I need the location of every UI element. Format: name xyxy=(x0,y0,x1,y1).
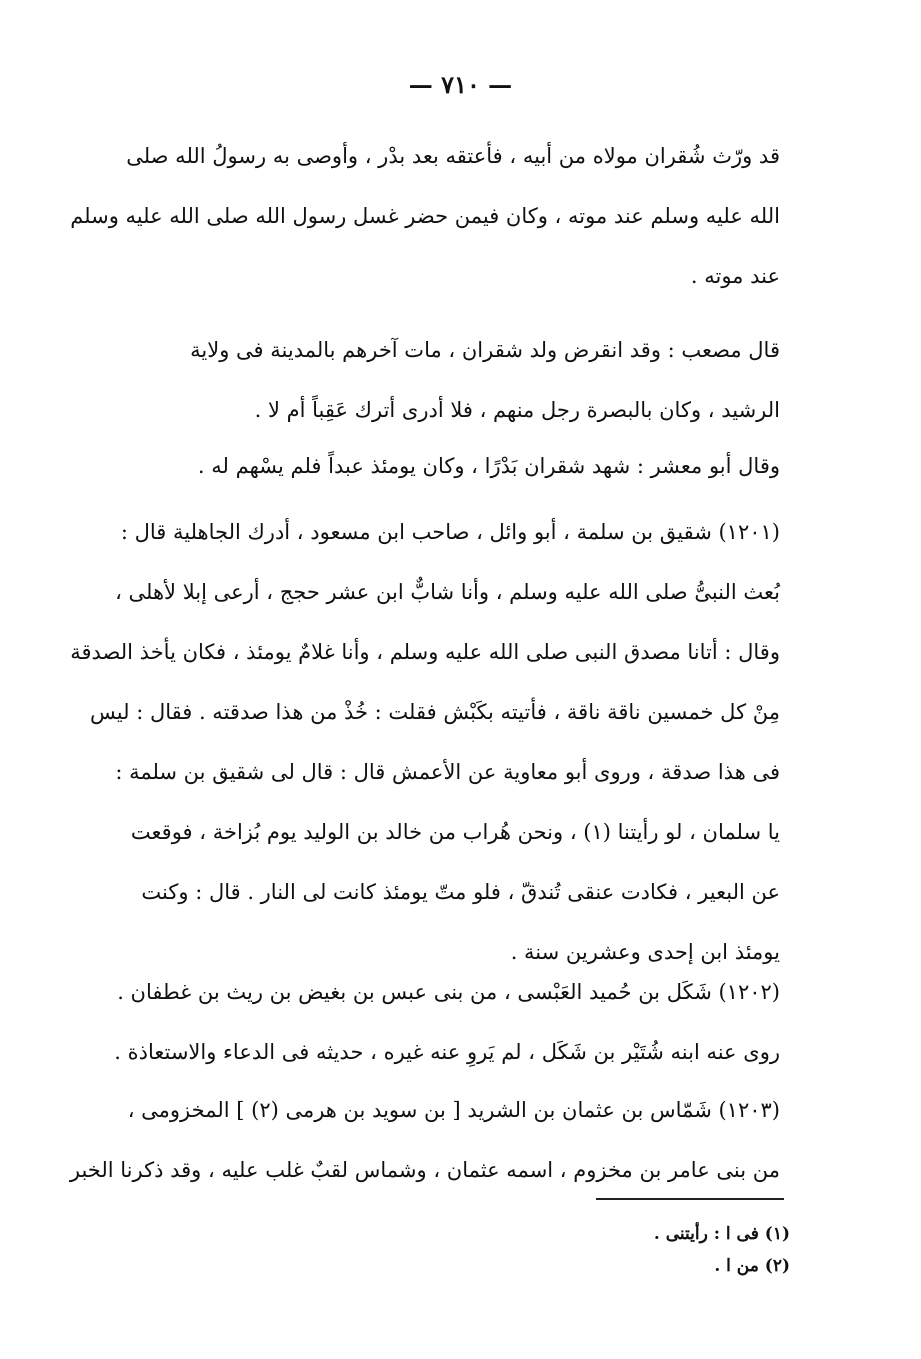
text-line: وقال أبو معشر : شهد شقران بَدْرًا ، وكان يومئذ عبداً فلم يسْهم له . xyxy=(197,454,780,478)
text-line: قد ورّث شُقران مولاه من أبيه ، فأعتقه بعد بدْر ، وأوصى به رسولُ الله صلى xyxy=(126,144,780,168)
entry-1202 xyxy=(114,962,780,1082)
text-line: (١٢٠٣) شَمّاس بن عثمان بن الشريد [ بن سويد بن هرمى (٢) ] المخزومى ، xyxy=(127,1098,780,1122)
entry-1201 xyxy=(70,502,780,982)
text-line: قال مصعب : وقد انقرض ولد شقران ، مات آخرهم بالمدينة فى ولاية xyxy=(190,338,780,362)
footnotes xyxy=(520,1218,790,1282)
text-line: وقال : أتانا مصدق النبى صلى الله عليه وسلم ، وأنا غلامٌ يومئذ ، فكان يأخذ الصدقة xyxy=(70,640,780,664)
text-line: عن البعير ، فكادت عنقى تُندقّ ، فلو متّ يومئذ كانت لى النار . قال : وكنت xyxy=(141,880,780,904)
page-number: — ٧١٠ — xyxy=(408,70,513,99)
text-line: (١٢٠١) شقيق بن سلمة ، أبو وائل ، صاحب ابن مسعود ، أدرك الجاهلية قال : xyxy=(120,520,780,544)
text-line: فى هذا صدقة ، وروى أبو معاوية عن الأعمش قال : قال لى شقيق بن سلمة : xyxy=(115,760,780,784)
entry-1203 xyxy=(69,1080,780,1200)
footnote-1: (١) فى ا : رأيتنى . xyxy=(653,1224,790,1244)
text-line: عند موته . xyxy=(690,264,780,288)
paragraph-3 xyxy=(142,436,780,496)
text-line: الله عليه وسلم عند موته ، وكان فيمن حضر غسل رسول الله صلى الله عليه وسلم xyxy=(70,204,780,228)
text-line: يومئذ ابن إحدى وعشرين سنة . xyxy=(510,940,780,964)
text-line: بُعث النبىُّ صلى الله عليه وسلم ، وأنا شابٌّ ابن عشر حجج ، أرعى إبلا لأهلى ، xyxy=(115,580,780,604)
text-line: من بنى عامر بن مخزوم ، اسمه عثمان ، وشماس لقبٌ غلب عليه ، وقد ذكرنا الخبر xyxy=(69,1158,780,1182)
text-line: (١٢٠٢) شَكَل بن حُميد العَبْسى ، من بنى عبس بن بغيض بن ريث بن غطفان . xyxy=(117,980,780,1004)
paragraph-2 xyxy=(142,320,780,440)
text-line: الرشيد ، وكان بالبصرة رجل منهم ، فلا أدرى أترك عَقِباً أم لا . xyxy=(254,398,780,422)
text-line: روى عنه ابنه شُتَيْر بن شَكَل ، لم يَروِ عنه غيره ، حديثه فى الدعاء والاستعاذة . xyxy=(114,1040,780,1064)
paragraph-1 xyxy=(70,126,780,306)
footnote-divider xyxy=(596,1198,784,1200)
footnote-2: (٢) من ا . xyxy=(714,1256,790,1276)
text-line: يا سلمان ، لو رأيتنا (١) ، ونحن هُراب من خالد بن الوليد يوم بُزاخة ، فوقعت xyxy=(130,820,780,844)
text-line: مِنْ كل خمسين ناقة ناقة ، فأتيته بكَبْش فقلت : خُذْ من هذا صدقته . فقال : ليس xyxy=(90,700,780,724)
